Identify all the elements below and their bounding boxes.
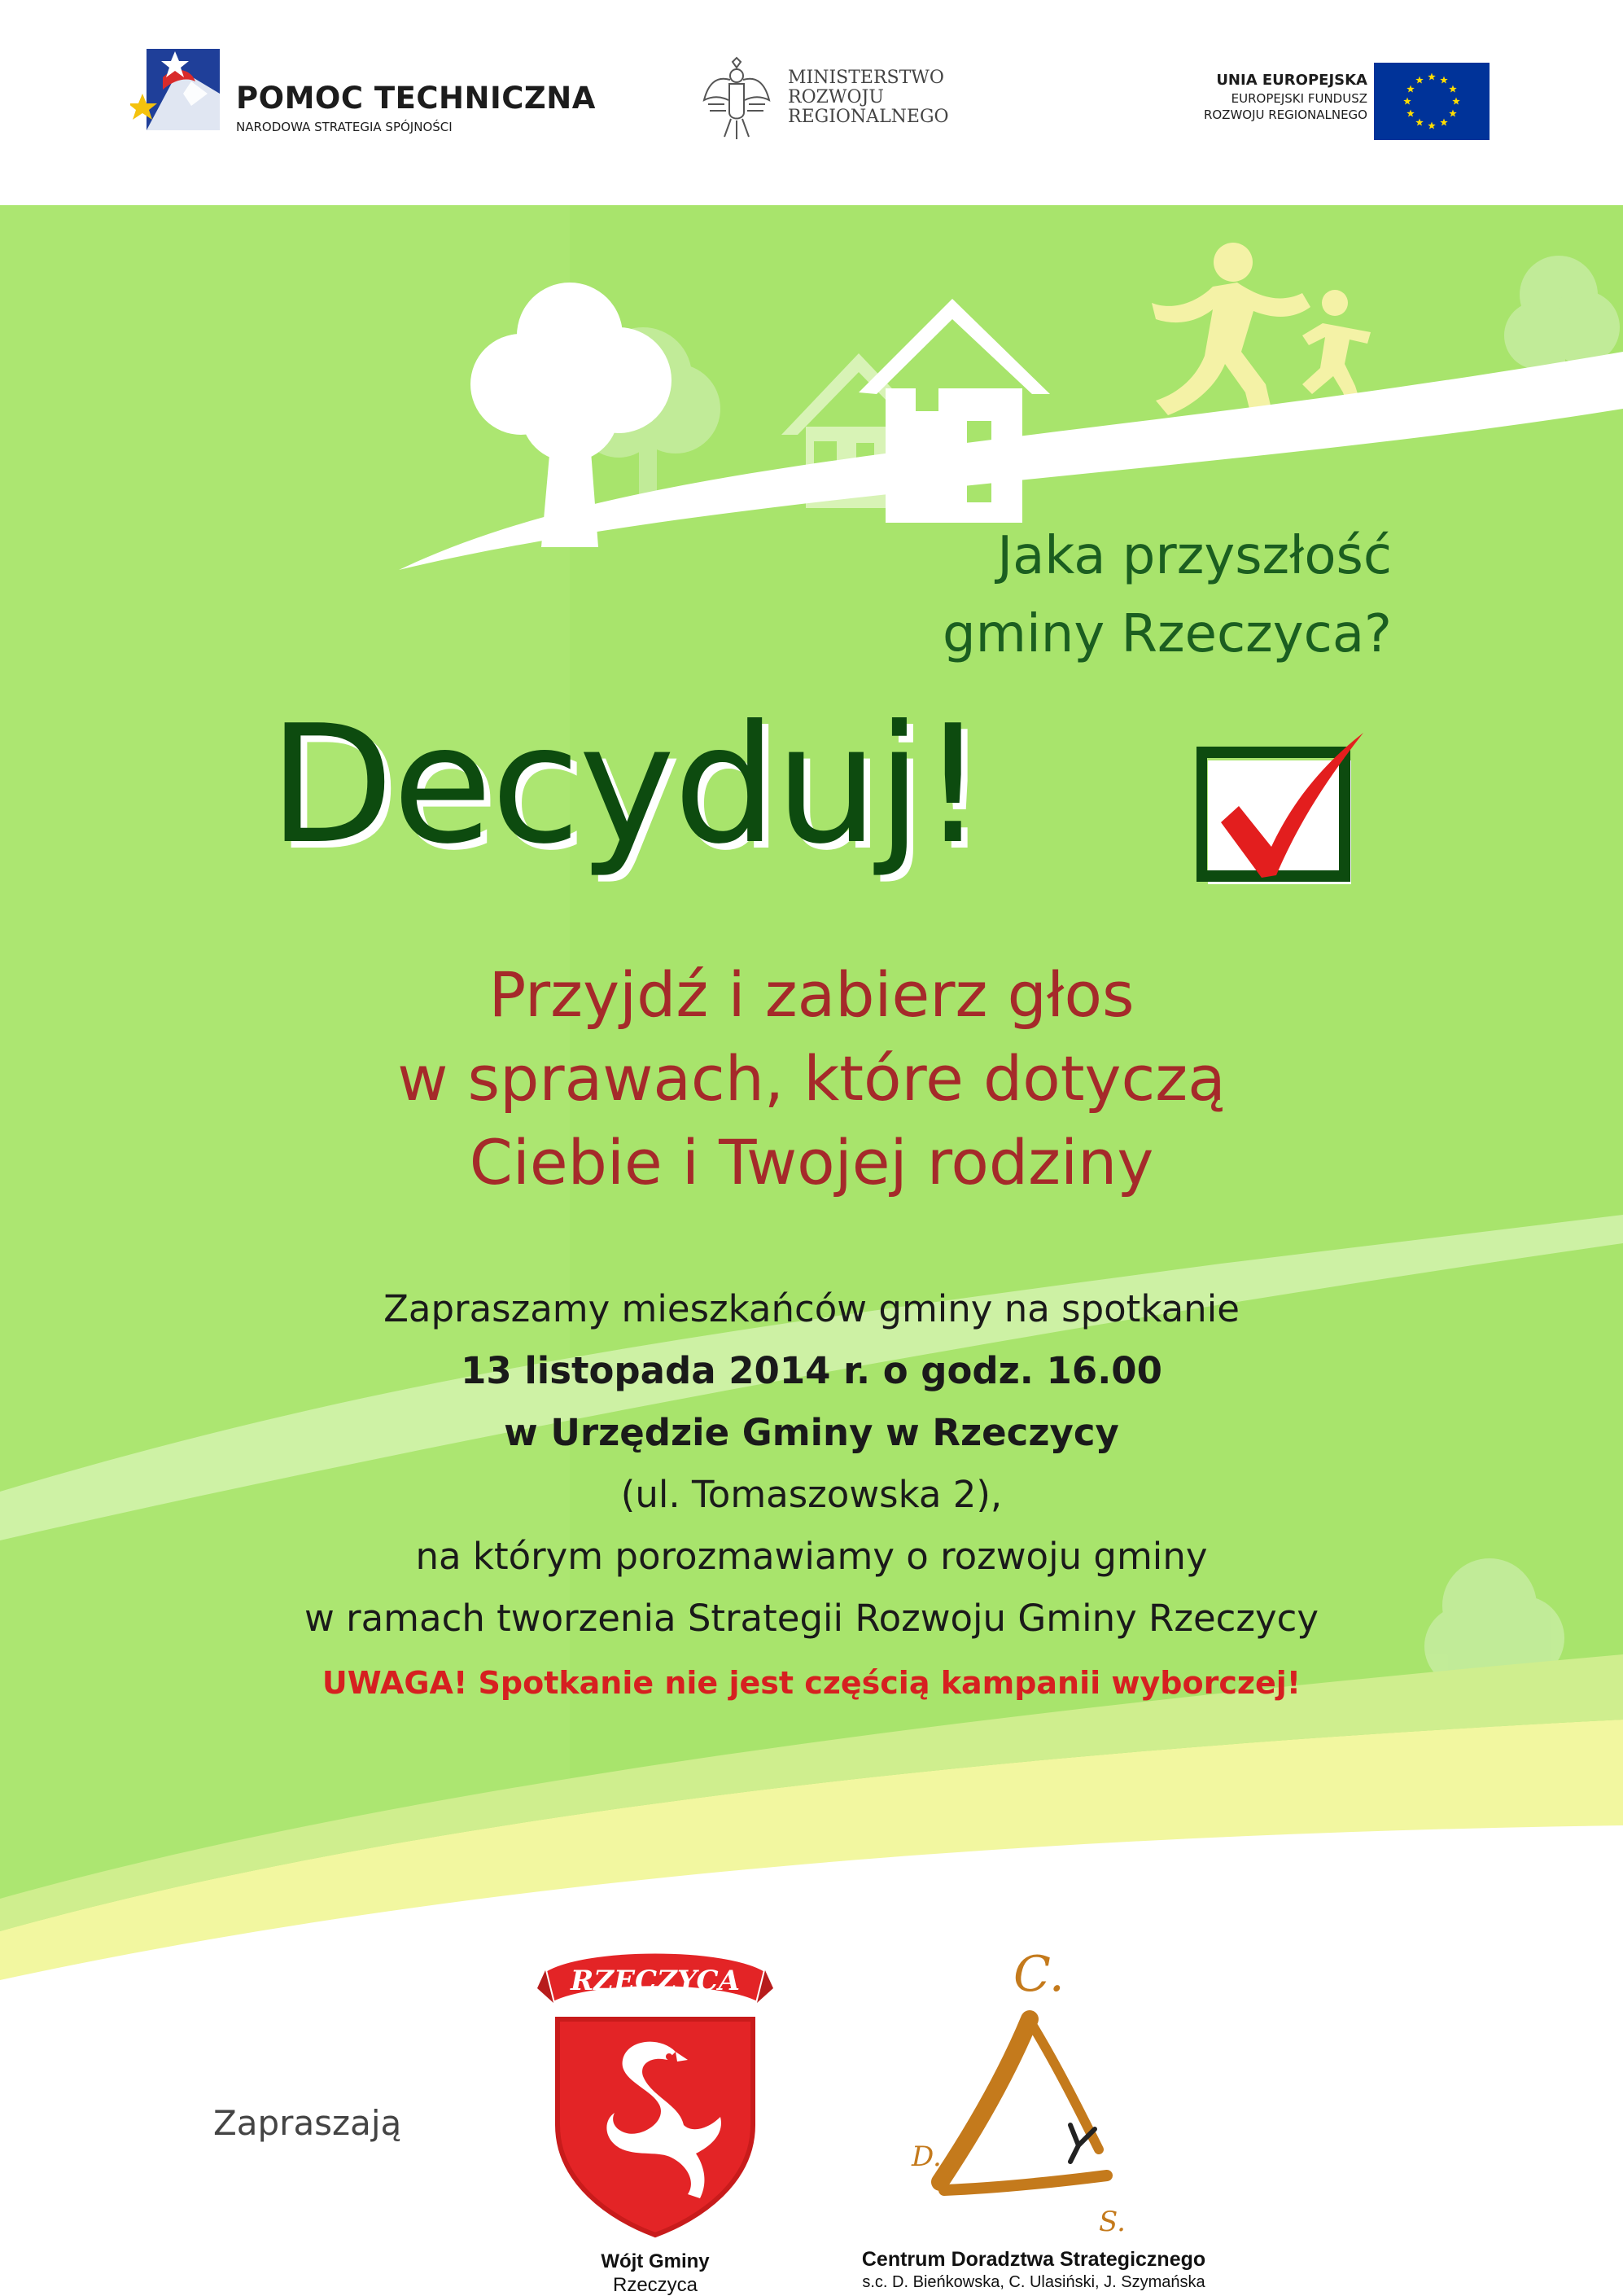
tagline — [0, 953, 1623, 1204]
eu-stars-icon — [1374, 63, 1490, 140]
organizer-2-caption — [838, 2247, 1229, 2293]
eu-star-icon — [1415, 77, 1424, 84]
eu-star-icon — [1449, 85, 1457, 93]
ministry-logo — [700, 55, 969, 153]
eu-star-icon — [1440, 118, 1448, 125]
polish-eagle-icon — [700, 55, 773, 145]
eu-flag-icon — [1374, 63, 1490, 140]
ministry-name — [788, 68, 949, 127]
cds-triangle-logo-icon — [895, 1946, 1156, 2239]
cds-letter-c: C. — [1013, 1946, 1065, 2003]
organizer-1-caption — [570, 2250, 741, 2296]
cds-letter-s: S. — [1099, 2206, 1126, 2238]
pomoc-techniczna-emblem-icon — [130, 45, 228, 142]
crest-banner-text: RZECZYCA — [571, 1965, 740, 1997]
organizer-1-name: Wójt Gminy — [601, 2250, 710, 2272]
meeting-date: 13 listopada 2014 r. o godz. 16.00 — [461, 1349, 1162, 1392]
warning-text: UWAGA! Spotkanie nie jest częścią kampanii wyborczej! — [322, 1665, 1301, 1701]
checkbox-checkmark-icon — [1196, 733, 1376, 896]
eu-line-2: ROZWOJU REGIONALNEGO — [1203, 107, 1367, 122]
eu-text — [1204, 71, 1367, 123]
eu-star-icon — [1449, 110, 1457, 117]
eu-star-icon — [1428, 73, 1436, 81]
eu-logo — [1172, 59, 1490, 148]
tagline-line-3: Ciebie i Twojej rodziny — [469, 1126, 1154, 1198]
pomoc-techniczna-title: POMOC TECHNICZNA — [236, 81, 596, 116]
eu-star-icon — [1406, 85, 1415, 93]
invitation-line-6: w ramach tworzenia Strategii Rozwoju Gminy Rzeczycy — [304, 1597, 1319, 1640]
pomoc-techniczna-logo — [130, 45, 596, 142]
eu-star-icon — [1428, 122, 1436, 129]
rzeczyca-crest-icon — [537, 1938, 773, 2255]
ministry-line-3: REGIONALNEGO — [788, 107, 949, 127]
invitation-text — [0, 1278, 1623, 1650]
meeting-address: (ul. Tomaszowska 2), — [620, 1473, 1003, 1516]
ministry-line-2: ROZWOJU — [788, 87, 884, 107]
eu-title: UNIA EUROPEJSKA — [1216, 72, 1367, 89]
question-heading — [814, 517, 1392, 673]
eu-star-icon — [1406, 110, 1415, 117]
question-line-2: gminy Rzeczyca? — [943, 604, 1392, 664]
invitation-line-1: Zapraszamy mieszkańców gminy na spotkanie — [383, 1287, 1240, 1330]
tagline-line-1: Przyjdź i zabierz głos — [488, 958, 1135, 1031]
organizer-2-partners: s.c. D. Bieńkowska, C. Ulasiński, J. Szymańska — [862, 2273, 1205, 2291]
eu-star-icon — [1403, 98, 1411, 105]
organizer-2-name: Centrum Doradztwa Strategicznego — [861, 2248, 1206, 2271]
pomoc-techniczna-subtitle: NARODOWA STRATEGIA SPÓJNOŚCI — [236, 120, 453, 134]
eu-line-1: EUROPEJSKI FUNDUSZ — [1231, 91, 1367, 106]
headline: Decyduj! — [269, 690, 984, 880]
tagline-line-2: w sprawach, które dotyczą — [397, 1042, 1226, 1115]
eu-star-icon — [1440, 77, 1448, 84]
organizers-label: Zapraszają — [213, 2103, 402, 2143]
ministry-line-1: MINISTERSTWO — [788, 68, 944, 88]
invitation-line-5: na którym porozmawiamy o rozwoju gminy — [415, 1535, 1208, 1578]
organizer-1-place: Rzeczyca — [612, 2274, 698, 2296]
eu-star-icon — [1452, 98, 1460, 105]
question-line-1: Jaka przyszłość — [997, 526, 1392, 586]
eu-star-icon — [1415, 118, 1424, 125]
meeting-venue: w Urzędzie Gminy w Rzeczycy — [504, 1411, 1119, 1454]
cds-letter-d: D. — [912, 2140, 942, 2173]
